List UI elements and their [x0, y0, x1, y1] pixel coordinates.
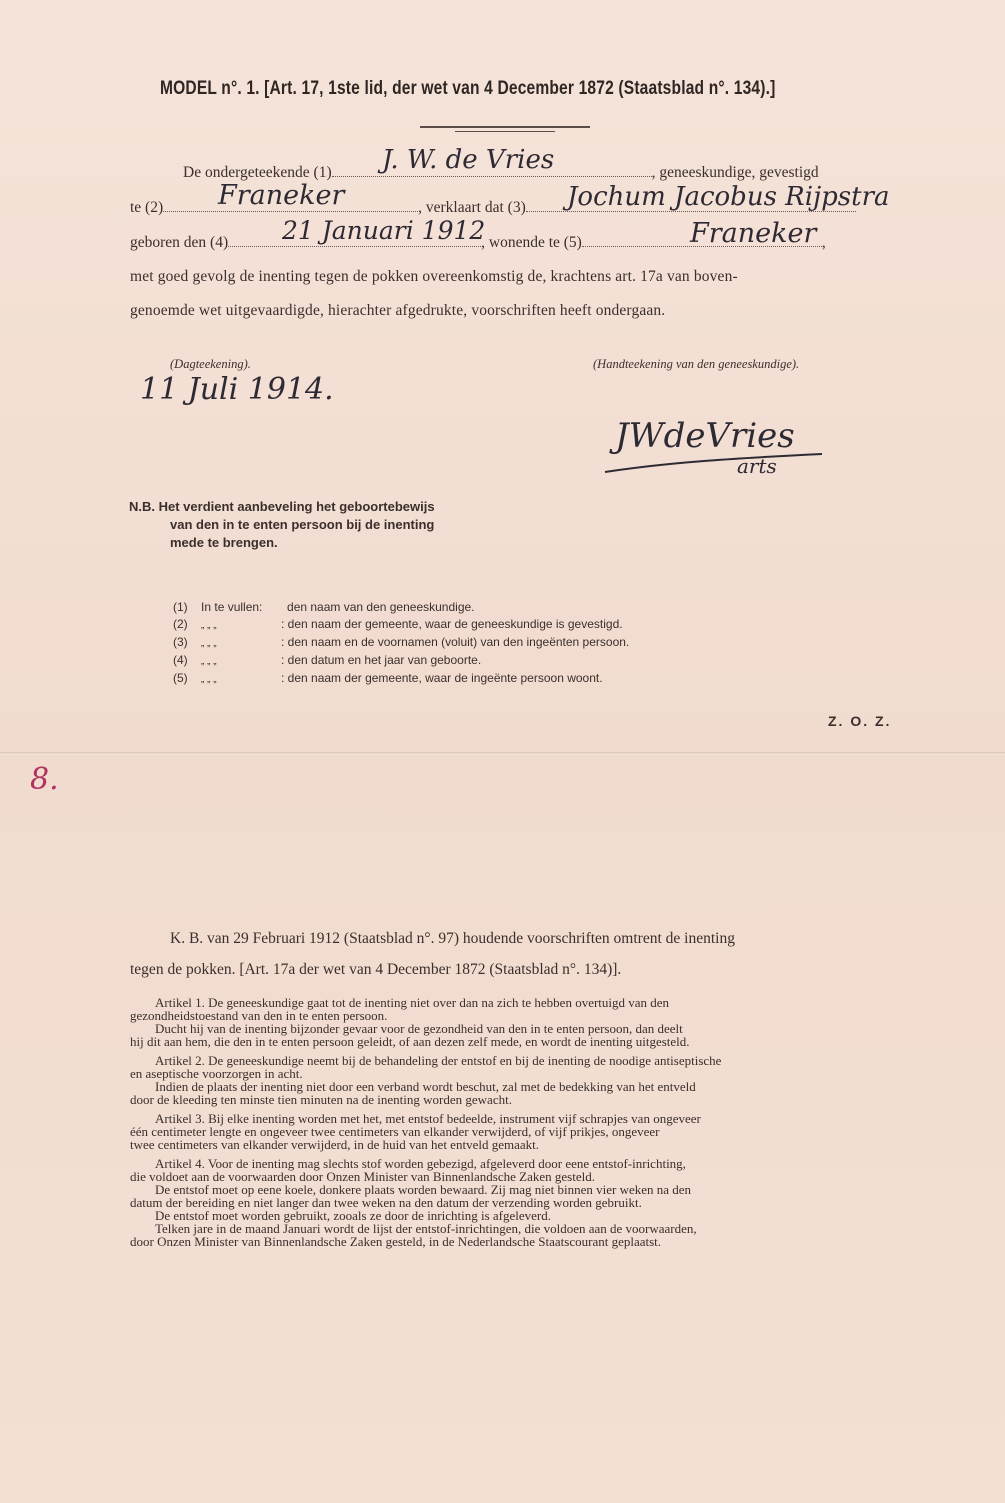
- line3-comma: ,: [821, 234, 826, 251]
- page-number-handwriting: 8.: [30, 762, 59, 797]
- article-line-16: De entstof moet worden gebruikt, zooals ze door de inrichting is afgeleverd.: [155, 1208, 552, 1223]
- article-line-6: en aseptische voorzorgen in acht.: [130, 1066, 303, 1081]
- note-text: : den naam en de voornamen (voluit) van den ingeënten persoon.: [281, 635, 630, 649]
- residence-handwriting: Franeker: [690, 218, 817, 249]
- article-line-2: gezondheidstoestand van den in te enten persoon.: [130, 1008, 388, 1023]
- nb-line-1: N.B. Het verdient aanbeveling het geboortebewijs: [129, 499, 435, 514]
- title-rule-short: [455, 131, 555, 132]
- article-line-3: Ducht hij van de inenting bijzonder gevaar voor de gezondheid van den in te enten persoon, dan deelt: [155, 1021, 683, 1036]
- nb-line-3: mede te brengen.: [170, 535, 278, 550]
- physician-field: [332, 176, 652, 177]
- form-line-5: genoemde wet uitgevaardigde, hierachter afgedrukte, voorschriften heeft ondergaan.: [130, 302, 666, 319]
- article-line-17: Telken jare in de maand Januari wordt de lijst der entstof-inrichtingen, die voldoen aan de voorwaarden,: [155, 1221, 697, 1236]
- place-field: [163, 211, 418, 212]
- article-line-10: één centimeter lengte en ongeveer twee centimeters van elkander verwijderd, of vijf prikjes, ongeveer: [130, 1124, 660, 1139]
- nb-line-2: van den in te enten persoon bij de inenting: [170, 517, 435, 532]
- signature-title-handwriting: arts: [737, 454, 777, 478]
- physician-handwriting: J. W. de Vries: [382, 145, 555, 175]
- article-line-4: hij dit aan hem, die den in te enten persoon geleidt, of aan dezen zelf mede, en wordt de inenting uitgesteld.: [130, 1034, 690, 1049]
- article-line-15: datum der bereiding en niet langer dan twee weken na den datum der verzending worden gebruikt.: [130, 1195, 642, 1210]
- paper-fold: [0, 752, 1005, 755]
- note-mark: In te vullen:: [201, 600, 263, 614]
- article-line-14: De entstof moet op eene koele, donkere plaats worden bewaard. Zij mag niet binnen vier weken na den: [155, 1182, 692, 1197]
- title-rule: [420, 126, 590, 128]
- note-5: [173, 671, 603, 685]
- note-3: [173, 635, 629, 649]
- place-label: te (2): [130, 199, 164, 216]
- article-line-11: twee centimeters van elkander verwijderd, in de huid van het entveld gemaakt.: [130, 1137, 539, 1152]
- note-1: [173, 600, 475, 614]
- person-handwriting: Jochum Jacobus Rijpstra: [567, 182, 890, 212]
- article-line-9: Artikel 3. Bij elke inenting worden met het, met entstof bedeelde, instrument vijf schrapjes van ongeveer: [155, 1111, 701, 1126]
- note-mark: „ „ „: [201, 656, 217, 667]
- article-line-5: Artikel 2. De geneeskundige neemt bij de behandeling der entstof en bij de inenting de noodige antiseptische: [155, 1053, 722, 1068]
- note-text: : den datum en het jaar van geboorte.: [281, 653, 482, 667]
- birth-label: geboren den (4): [130, 234, 229, 251]
- residence-label: , wonende te (5): [481, 234, 582, 251]
- date-handwriting: 11 Juli 1914.: [140, 372, 334, 407]
- article-line-1: Artikel 1. De geneeskundige gaat tot de inenting niet over dan na zich te hebben overtuigd van den: [155, 995, 670, 1010]
- birth-date-handwriting: 21 Januari 1912: [282, 216, 486, 245]
- article-line-12: Artikel 4. Voor de inenting mag slechts stof worden gebezigd, afgeleverd door eene entstof-inrichting,: [155, 1156, 686, 1171]
- signature-flourish: [600, 450, 830, 480]
- note-text: : den naam der gemeente, waar de ingeënte persoon woont.: [281, 671, 603, 685]
- article-line-7: Indien de plaats der inenting niet door een verband wordt beschut, zal met de bedekking van het entveld: [155, 1079, 696, 1094]
- note-mark: „ „ „: [201, 620, 217, 631]
- zoz-mark: Z. O. Z.: [828, 713, 892, 729]
- note-number: (1): [173, 600, 188, 614]
- note-number: (2): [173, 617, 188, 631]
- date-label: (Dagteekening).: [170, 357, 251, 371]
- place-handwriting: Franeker: [218, 180, 345, 211]
- note-number: (4): [173, 653, 188, 667]
- form-line-4: met goed gevolg de inenting tegen de pokken overeenkomstig de, krachtens art. 17a van boven-: [130, 268, 738, 285]
- note-text: : den naam der gemeente, waar de geneeskundige is gevestigd.: [281, 617, 623, 631]
- birth-field: [228, 246, 481, 247]
- signature-label: (Handteekening van den geneeskundige).: [593, 357, 800, 371]
- decree-line-2: tegen de pokken. [Art. 17a der wet van 4 December 1872 (Staatsblad n°. 134)].: [130, 961, 622, 978]
- physician-suffix: , geneeskundige, gevestigd: [651, 164, 819, 181]
- physician-label: De ondergeteekende (1): [183, 164, 332, 181]
- article-line-8: door de kleeding ten minste tien minuten na de inenting worden gewacht.: [130, 1092, 512, 1107]
- decree-line-1: K. B. van 29 Februari 1912 (Staatsblad n°. 97) houdende voorschriften omtrent de inenting: [170, 930, 735, 947]
- form-title: MODEL n°. 1. [Art. 17, 1ste lid, der wet van 4 December 1872 (Staatsblad n°. 134).]: [160, 78, 776, 99]
- declares-label: , verklaart dat (3): [418, 199, 526, 216]
- note-4: [173, 653, 481, 667]
- article-line-13: die voldoet aan de voorwaarden door Onzen Minister van Binnenlandsche Zaken gesteld.: [130, 1169, 595, 1184]
- note-mark: „ „ „: [201, 638, 217, 649]
- note-number: (5): [173, 671, 188, 685]
- note-mark: „ „ „: [201, 674, 217, 685]
- note-text: den naam van den geneeskundige.: [287, 600, 475, 614]
- note-2: [173, 617, 623, 631]
- signature-handwriting: JWdeVries: [615, 416, 795, 456]
- note-number: (3): [173, 635, 188, 649]
- article-line-18: door Onzen Minister van Binnenlandsche Zaken gesteld, in de Nederlandsche Staatscourant geplaatst.: [130, 1234, 662, 1249]
